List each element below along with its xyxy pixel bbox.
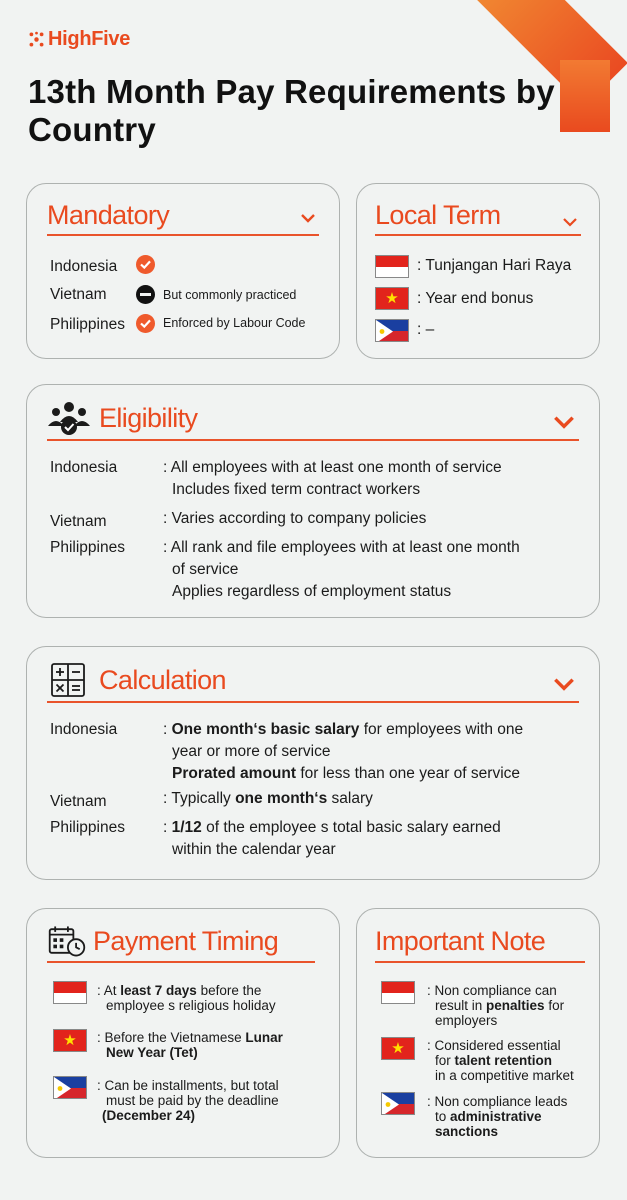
important-note-vietnam-line1: : Considered essential: [427, 1038, 561, 1053]
important-note-title: Important Note: [375, 925, 546, 956]
important-note-philippines-line1: : Non compliance leads: [427, 1094, 568, 1109]
calculation-country-philippines: Philippines: [50, 819, 125, 836]
important-note-vietnam-line2: for talent retention: [435, 1053, 553, 1068]
mandatory-country-indonesia: Indonesia: [50, 258, 118, 275]
calculation-title: Calculation: [99, 664, 226, 695]
mandatory-country-philippines: Philippines: [50, 316, 125, 333]
eligibility-vietnam-line1: : Varies according to company policies: [163, 510, 427, 527]
important-note-header: [375, 921, 585, 963]
eligibility-country-philippines: Philippines: [50, 539, 125, 556]
calculation-indonesia-line2: year or more of service: [172, 743, 331, 760]
payment-timing-indonesia-line2: employee s religious holiday: [106, 998, 276, 1013]
chevron-down-icon[interactable]: [551, 409, 577, 435]
philippines-flag-icon: [381, 1092, 415, 1115]
local-term-card: [356, 183, 600, 359]
calculation-indonesia-line3: Prorated amount for less than one year of service: [172, 765, 521, 782]
eligibility-card: [26, 384, 600, 618]
chevron-down-icon[interactable]: [551, 671, 577, 697]
eligibility-header: [47, 397, 579, 441]
chevron-down-icon[interactable]: [299, 209, 317, 227]
highfive-logo-icon: [28, 31, 45, 48]
payment-timing-philippines-line1: : Can be installments, but total: [97, 1078, 279, 1093]
calculator-icon: [47, 662, 91, 698]
indonesia-flag-icon: [375, 255, 409, 278]
eligibility-indonesia-line1: : All employees with at least one month of service: [163, 459, 502, 476]
mandatory-card: [26, 183, 340, 359]
important-note-card: [356, 908, 600, 1158]
eligibility-title: Eligibility: [99, 402, 198, 433]
indonesia-flag-icon: [53, 981, 87, 1004]
chevron-down-icon[interactable]: [561, 213, 579, 231]
eligibility-philippines-line2: of service: [172, 561, 239, 578]
brand-logo: [28, 28, 130, 51]
eligibility-philippines-line3: Applies regardless of employment status: [172, 583, 452, 600]
calculation-indonesia-line1: : One month‘s basic salary for employees with one: [163, 721, 524, 738]
payment-timing-header: [47, 921, 315, 963]
calculation-philippines-line1: : 1/12 of the employee s total basic salary earned: [163, 819, 501, 836]
check-icon: [136, 255, 155, 274]
eligibility-country-vietnam: Vietnam: [50, 513, 107, 530]
calculation-vietnam-line1: : Typically one month‘s salary: [163, 790, 373, 807]
eligibility-philippines-line1: : All rank and file employees with at least one month: [163, 539, 520, 556]
mandatory-header: [47, 196, 319, 236]
payment-timing-vietnam-line1: : Before the Vietnamese Lunar: [97, 1030, 283, 1045]
philippines-flag-icon: [53, 1076, 87, 1099]
payment-timing-card: [26, 908, 340, 1158]
payment-timing-title: Payment Timing: [93, 925, 279, 956]
people-check-icon: [47, 400, 91, 436]
calculation-card: [26, 646, 600, 880]
vietnam-flag-icon: ★: [375, 287, 409, 310]
important-note-philippines-line3: sanctions: [435, 1124, 499, 1139]
vietnam-flag-icon: ★: [381, 1037, 415, 1060]
mandatory-title: Mandatory: [47, 199, 170, 230]
payment-timing-philippines-line2: must be paid by the deadline: [106, 1093, 279, 1108]
page-title: 13th Month Pay Requirements by Country: [28, 73, 555, 148]
important-note-indonesia-line2: result in penalties for: [435, 998, 565, 1013]
philippines-flag-icon: [375, 319, 409, 342]
local-term-title: Local Term: [375, 199, 501, 230]
no-entry-icon: [136, 285, 155, 304]
indonesia-flag-icon: [381, 981, 415, 1004]
eligibility-country-indonesia: Indonesia: [50, 459, 118, 476]
important-note-indonesia-line3: employers: [435, 1013, 498, 1028]
calculation-header: [47, 659, 579, 703]
calendar-clock-icon: [47, 923, 87, 959]
payment-timing-philippines-line3: (December 24): [102, 1108, 196, 1123]
important-note-philippines-line2: to administrative: [435, 1109, 542, 1124]
mandatory-country-vietnam: Vietnam: [50, 286, 107, 303]
calculation-philippines-line2: within the calendar year: [172, 841, 336, 858]
calculation-country-indonesia: Indonesia: [50, 721, 118, 738]
vietnam-flag-icon: ★: [53, 1029, 87, 1052]
important-note-vietnam-line3: in a competitive market: [435, 1068, 574, 1083]
mandatory-note-vietnam: But commonly practiced: [163, 288, 297, 302]
calculation-country-vietnam: Vietnam: [50, 793, 107, 810]
local-term-header: [375, 196, 581, 236]
local-term-indonesia: : Tunjangan Hari Raya: [417, 257, 572, 274]
local-term-philippines: : –: [417, 321, 435, 338]
mandatory-note-philippines: Enforced by Labour Code: [163, 316, 306, 330]
brand-name: HighFive: [48, 28, 131, 50]
eligibility-indonesia-line2: Includes fixed term contract workers: [172, 481, 421, 498]
local-term-vietnam: : Year end bonus: [417, 290, 534, 307]
payment-timing-indonesia-line1: : At least 7 days before the: [97, 983, 262, 998]
important-note-indonesia-line1: : Non compliance can: [427, 983, 557, 998]
payment-timing-vietnam-line2: New Year (Tet): [106, 1045, 198, 1060]
check-icon: [136, 314, 155, 333]
